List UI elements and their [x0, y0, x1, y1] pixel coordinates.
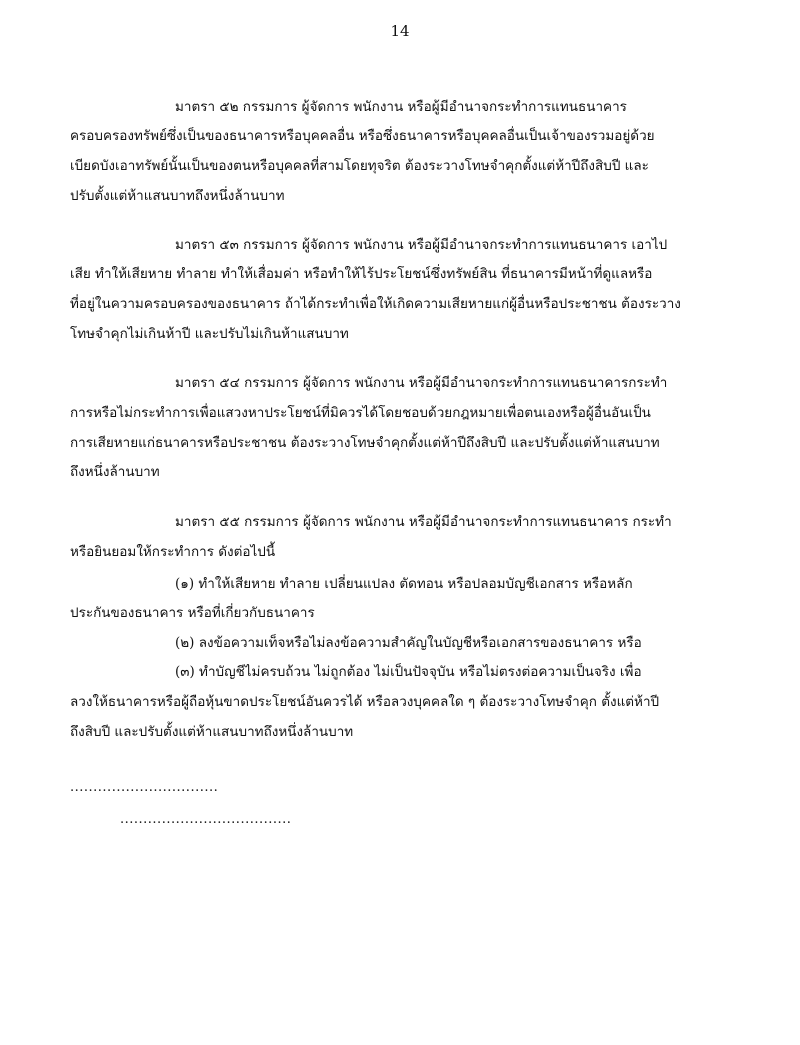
section-55-item-3-line-1: (๓) ทำบัญชีไม่ครบถ้วน ไม่ถูกต้อง ไม่เป็นปัจจุบัน หรือไม่ตรงต่อความเป็นจริง เพื่อ	[175, 664, 642, 680]
section-53-line-2: เสีย ทำให้เสียหาย ทำลาย ทำให้เสื่อมค่า หรือทำให้ไร้ประโยชน์ซึ่งทรัพย์สิน ที่ธนาคารมีหน้าที่ดูแลหรือ	[70, 266, 653, 282]
section-54-line-3: การเสียหายแก่ธนาคารหรือประชาชน ต้องระวางโทษจำคุกตั้งแต่ห้าปีถึงสิบปี และปรับตั้งแต่ห้าแสนบาท	[70, 435, 660, 451]
section-52-line-4: ปรับตั้งแต่ห้าแสนบาทถึงหนึ่งล้านบาท	[70, 188, 285, 204]
section-55-item-3-line-2: ลวงให้ธนาคารหรือผู้ถือหุ้นขาดประโยชน์อันควรได้ หรือลวงบุคคลใด ๆ ต้องระวางโทษจำคุก ตั้งแต่ห้าปี	[70, 694, 660, 710]
section-55-line-1: มาตรา ๕๕ กรรมการ ผู้จัดการ พนักงาน หรือผู้มีอำนาจกระทำการแทนธนาคาร กระทำ	[175, 514, 672, 530]
section-54-line-2: การหรือไม่กระทำการเพื่อแสวงหาประโยชน์ที่มิควรได้โดยชอบด้วยกฎหมายเพื่อตนเองหรือผู้อื่นอันเป็น	[70, 405, 651, 421]
section-52-line-1: มาตรา ๕๒ กรรมการ ผู้จัดการ พนักงาน หรือผู้มีอำนาจกระทำการแทนธนาคาร	[175, 99, 627, 115]
dotted-line-1: ................................	[70, 780, 219, 795]
section-54-line-1: มาตรา ๕๔ กรรมการ ผู้จัดการ พนักงาน หรือผู้มีอำนาจกระทำการแทนธนาคารกระทำ	[175, 375, 668, 391]
section-53-line-4: โทษจำคุกไม่เกินห้าปี และปรับไม่เกินห้าแสนบาท	[70, 326, 349, 342]
section-55-item-3-line-3: ถึงสิบปี และปรับตั้งแต่ห้าแสนบาทถึงหนึ่งล้านบาท	[70, 724, 354, 740]
section-53-line-3: ที่อยู่ในความครอบครองของธนาคาร ถ้าได้กระทำเพื่อให้เกิดความเสียหายแก่ผู้อื่นหรือประชาชน ต้องระวาง	[70, 296, 681, 312]
section-55-item-1-line-1: (๑) ทำให้เสียหาย ทำลาย เปลี่ยนแปลง ตัดทอน หรือปลอมบัญชีเอกสาร หรือหลัก	[175, 576, 633, 592]
section-53-line-1: มาตรา ๕๓ กรรมการ ผู้จัดการ พนักงาน หรือผู้มีอำนาจกระทำการแทนธนาคาร เอาไป	[175, 237, 668, 253]
section-55-item-2: (๒) ลงข้อความเท็จหรือไม่ลงข้อความสำคัญในบัญชีหรือเอกสารของธนาคาร หรือ	[175, 635, 642, 651]
section-54-line-4: ถึงหนึ่งล้านบาท	[70, 464, 160, 480]
dotted-line-2: .....................................	[120, 812, 292, 827]
section-55-line-2: หรือยินยอมให้กระทำการ ดังต่อไปนี้	[70, 544, 276, 560]
section-52-line-2: ครอบครองทรัพย์ซึ่งเป็นของธนาคารหรือบุคคลอื่น หรือซึ่งธนาคารหรือบุคคลอื่นเป็นเจ้าของรวมอยู่ด้วย	[70, 128, 655, 144]
section-52-line-3: เบียดบังเอาทรัพย์นั้นเป็นของตนหรือบุคคลที่สามโดยทุจริต ต้องระวางโทษจำคุกตั้งแต่ห้าปีถึงสิบปี และ	[70, 158, 649, 174]
page-number: 14	[390, 22, 410, 40]
section-55-item-1-line-2: ประกันของธนาคาร หรือที่เกี่ยวกับธนาคาร	[70, 605, 315, 621]
